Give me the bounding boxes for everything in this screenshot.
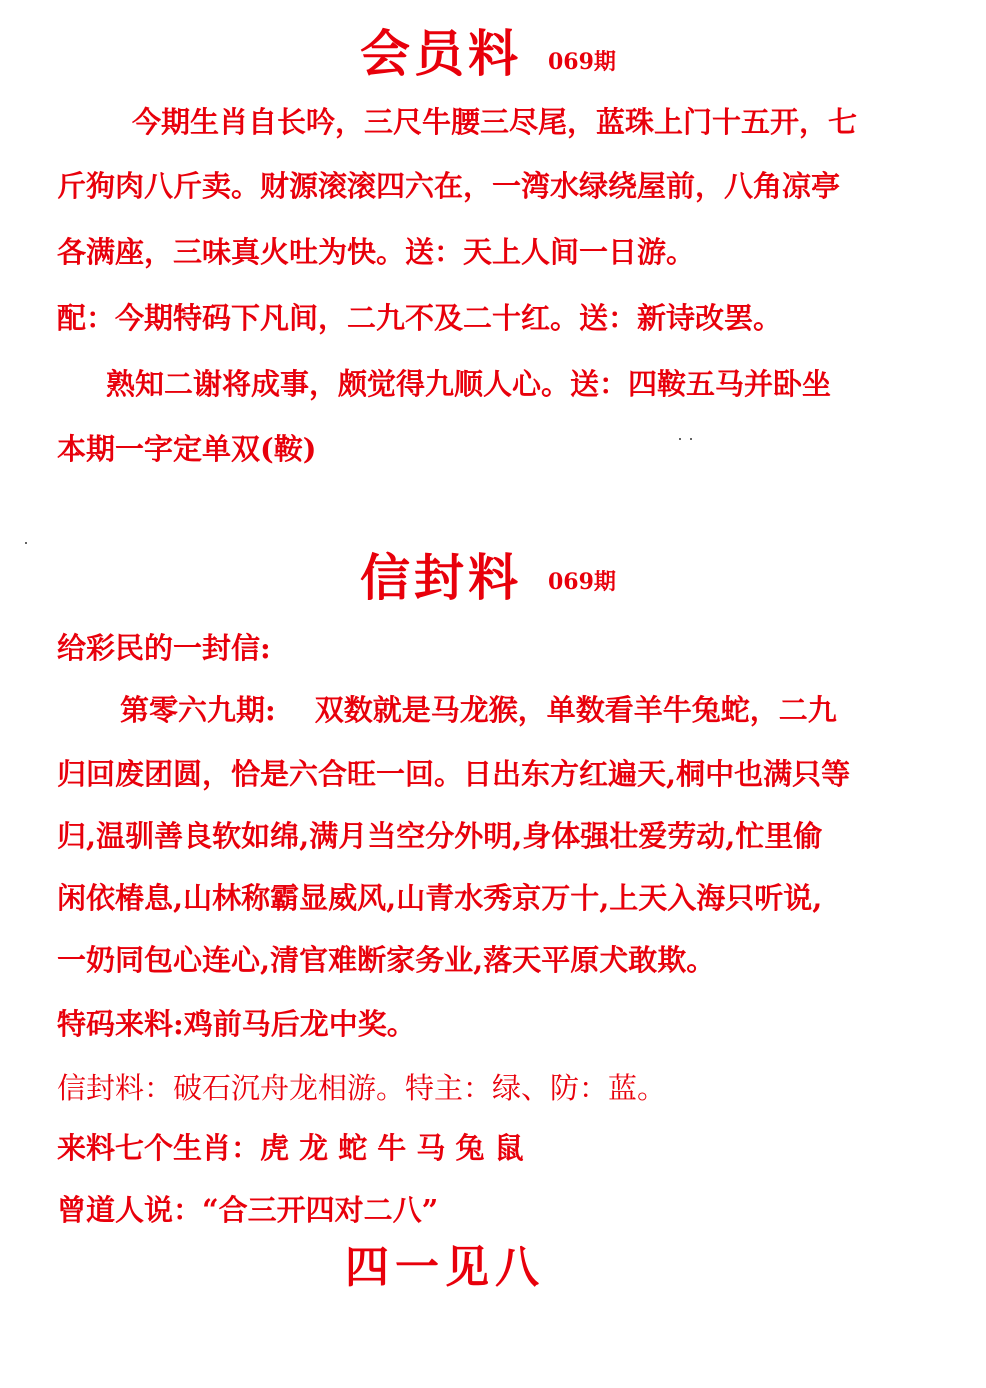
section1-line-6: 本期一字定单双(鞍) [57, 432, 317, 466]
section1-issue: 069期 [548, 49, 616, 75]
letter-line-4: 闲依椿息,山林称霸显威风,山青水秀京万十,上天入海只听说, [57, 881, 823, 915]
section1-line-5: 熟知二谢将成事，颇觉得九顺人心。送：四鞍五马并卧坐 [106, 367, 832, 401]
section1-line-2: 斤狗肉八斤卖。财源滚滚四六在，一湾水绿绕屋前，八角凉亭 [57, 169, 841, 203]
letter-line-1: 第零六九期: 双数就是马龙猴，单数看羊牛兔蛇，二九 [120, 693, 837, 727]
speck [679, 438, 681, 440]
section2-title: 信封料 [360, 548, 522, 607]
section1-title: 会员料 [360, 24, 522, 83]
envelope-line: 信封料：破石沉舟龙相游。特主：绿、防：蓝。 [57, 1071, 667, 1105]
section1-line-4: 配：今期特码下凡间，二九不及二十红。送：新诗改罢。 [57, 301, 783, 335]
final-hint: 四一见八 [345, 1242, 545, 1293]
letter-greeting: 给彩民的一封信: [57, 631, 271, 665]
seven-zodiacs-line: 来料七个生肖：虎 龙 蛇 牛 马 兔 鼠 [57, 1131, 524, 1165]
letter-line-3: 归,温驯善良软如绵,满月当空分外明,身体强壮爱劳动,忙里偷 [57, 819, 823, 853]
letter-line-5: 一奶同包心连心,清官难断家务业,落天平原犬敢欺。 [57, 943, 716, 977]
special-code-line: 特码来料:鸡前马后龙中奖。 [57, 1007, 416, 1041]
speck [25, 542, 27, 544]
section1-line-1: 今期生肖自长吟，三尺牛腰三尽尾，蓝珠上门十五开，七 [132, 105, 858, 139]
speck [690, 438, 692, 440]
section1-line-3: 各满座，三味真火吐为快。送：天上人间一日游。 [57, 235, 696, 269]
letter-line-2: 归回废团圆，恰是六合旺一回。日出东方红遍天,桐中也满只等 [57, 757, 851, 791]
section2-issue: 069期 [548, 569, 616, 595]
taoist-line: 曾道人说：“合三开四对二八” [57, 1193, 439, 1227]
